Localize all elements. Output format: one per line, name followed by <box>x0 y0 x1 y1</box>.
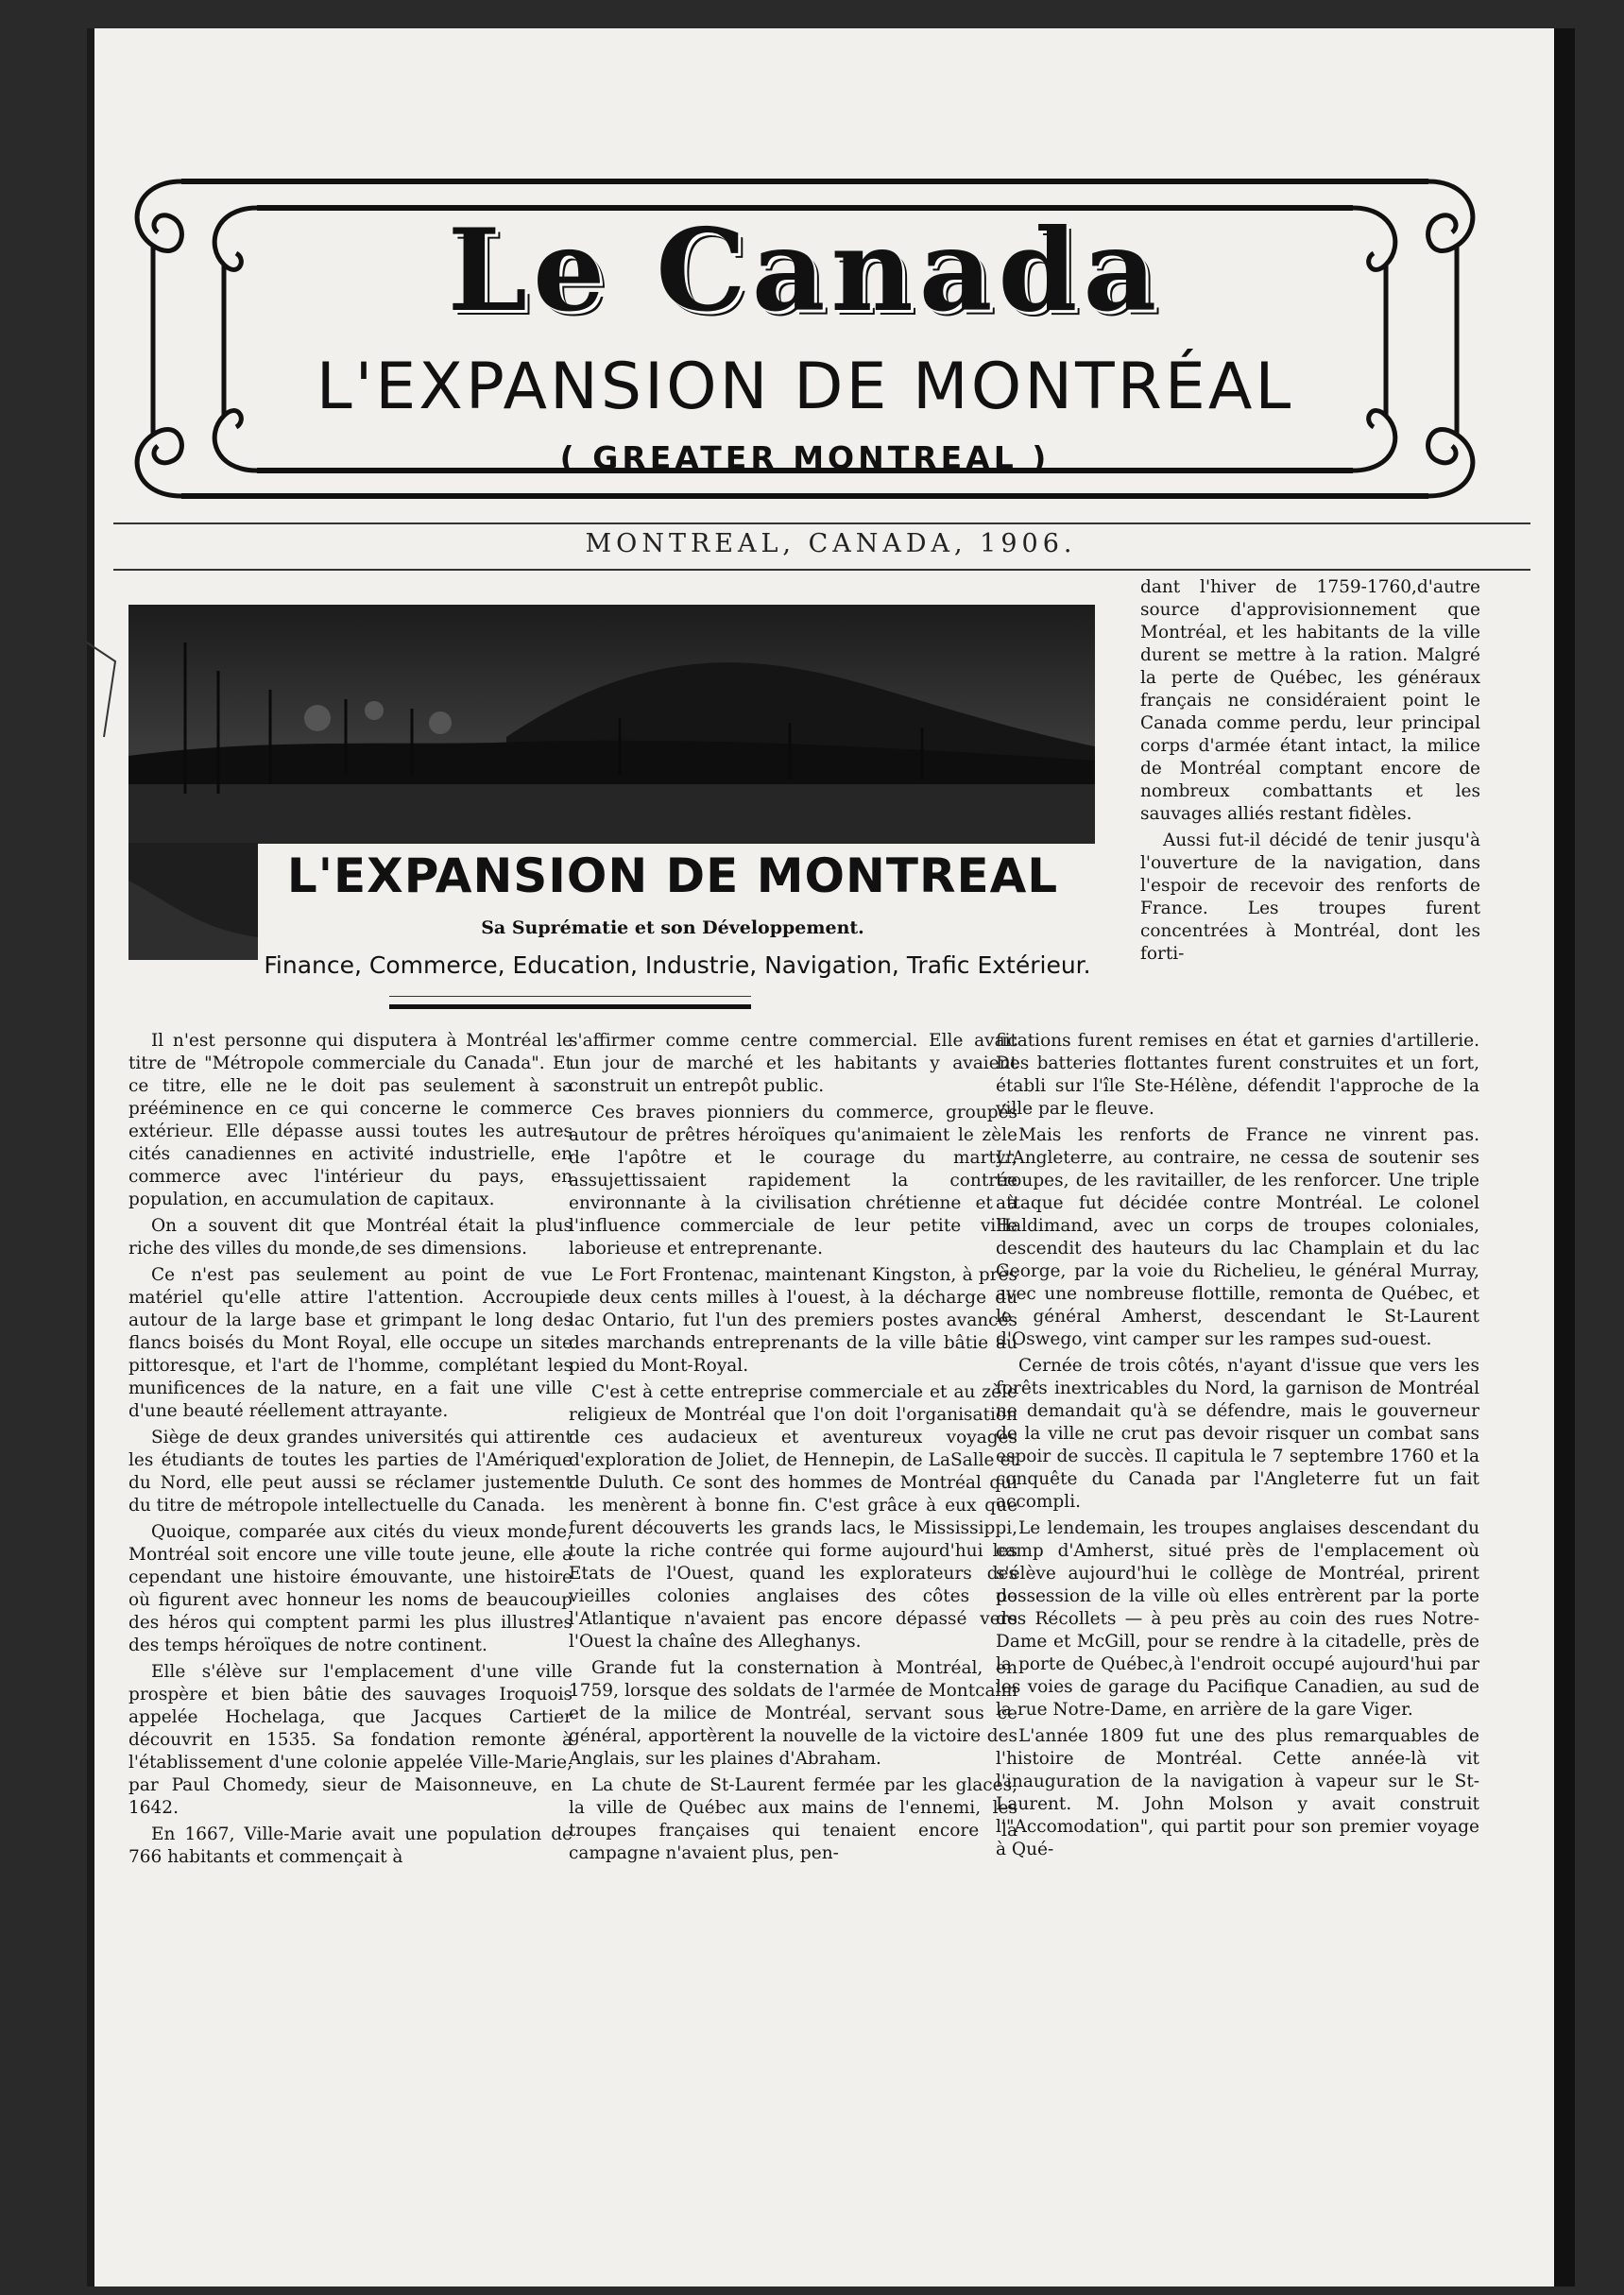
paragraph: Elle s'élève sur l'emplacement d'une ville prospère et bien bâtie des sauvages Iroquois appelée Hochelaga, que Jacques Cartier découvrit en 1535. Sa fondation remonte à l'établissement d'une colonie appelée Ville-Marie, par Paul Chomedy, sieur de Maisonneuve, en 1642. <box>128 1662 573 1818</box>
column-2 <box>569 1030 1017 1869</box>
masthead-subtitle-english: ( GREATER MONTREAL ) <box>559 439 1051 476</box>
paragraph: L'année 1809 fut une des plus remarquables de l'histoire de Montréal. Cette année-là vit l'inauguration de la navigation à vapeur sur le St-Laurent. M. John Molson y avait construit l'"Accomodation", qui partit pour son premier voyage à Qué- <box>996 1726 1479 1859</box>
divider <box>113 522 1530 524</box>
paragraph: Ce n'est pas seulement au point de vue matériel qu'elle attire l'attention. Accroupie autour de la large base et grimpant le long des flancs boisés du Mont Royal, elle occupe un site pittoresque, et l'art de l'homme, complétant les munificences de la nature, en a fait une ville d'une beauté réellement attrayante. <box>128 1265 573 1421</box>
article-headline: L'EXPANSION DE MONTREAL <box>286 848 1059 903</box>
masthead <box>125 170 1485 505</box>
article-subjects: Finance, Commerce, Education, Industrie, Navigation, Trafic Extérieur. <box>264 951 1091 979</box>
column-3 <box>996 1030 1479 1865</box>
column-1 <box>128 1030 573 1873</box>
paragraph: Ces braves pionniers du commerce, groupés autour de prêtres héroïques qu'animaient le zèle de l'apôtre et le courage du martyr, assujettissaient rapidement la contrée environnante à la civilisation chrétienne et à l'influence commerciale de leur petite ville laborieuse et entreprenante. <box>569 1103 1017 1259</box>
paragraph: Aussi fut-il décidé de tenir jusqu'à l'ouverture de la navigation, dans l'espoir de recevoir des renforts de France. Les troupes furent concentrées à Montréal, dont les forti- <box>1140 831 1480 964</box>
photo-image <box>128 605 1095 844</box>
newspaper-page <box>87 28 1575 2286</box>
column-4 <box>1140 576 1480 969</box>
paragraph: Quoique, comparée aux cités du vieux monde, Montréal soit encore une ville toute jeune, elle a cependant une histoire émouvante, une histoire où figurent avec honneur les noms de beaucoup des héros qui comptent parmi les plus illustres des temps héroïques de notre continent. <box>128 1522 573 1655</box>
page-edge <box>1554 28 1575 2286</box>
paragraph: s'affirmer comme centre commercial. Elle avait un jour de marché et les habitants y avaient construit un entrepôt public. <box>569 1031 1017 1096</box>
paragraph: On a souvent dit que Montréal était la plus riche des villes du monde,de ses dimensions. <box>128 1216 573 1259</box>
ornament-rule <box>389 1004 751 1009</box>
paragraph: La chute de St-Laurent fermée par les glaces, la ville de Québec aux mains de l'ennemi, les troupes françaises qui tenaient encore la campagne n'avaient plus, pen- <box>569 1775 1017 1863</box>
paragraph: Il n'est personne qui disputera à Montréal le titre de "Métropole commerciale du Canada". Et ce titre, elle ne le doit pas seulement à sa prééminence en ce qui concerne le commerce extérieur. Elle dépasse aussi toutes les autres cités canadiennes en activité industrielle, en commerce avec l'intérieur du pays, en population, en accumulation de capitaux. <box>128 1031 573 1209</box>
paragraph: Le lendemain, les troupes anglaises descendant du camp d'Amherst, situé près de l'emplacement où s'élève aujourd'hui le collège de Montréal, prirent possession de la ville où elles entrèrent par la porte des Récollets — à peu près au coin des rues Notre-Dame et McGill, pour se rendre à la citadelle, près de la porte de Québec,à l'endroit occupé aujourd'hui par les voies de garage du Pacifique Canadien, au sud de la rue Notre-Dame, en arrière de la gare Viger. <box>996 1518 1479 1720</box>
divider <box>113 569 1530 571</box>
dateline: MONTREAL, CANADA, 1906. <box>585 529 1077 558</box>
page-spine <box>87 28 94 2286</box>
paragraph: Siège de deux grandes universités qui attirent les étudiants de toutes les parties de l'Amérique du Nord, elle peut aussi se réclamer justement du titre de métropole intellectuelle du Canada. <box>128 1428 573 1516</box>
paragraph: Le Fort Frontenac, maintenant Kingston, à près de deux cents milles à l'ouest, à la décharge du lac Ontario, fut l'un des premiers postes avancés des marchands entreprenants de la ville bâtie au pied du Mont-Royal. <box>569 1265 1017 1376</box>
photo-corner <box>128 843 258 960</box>
masthead-title: Le Canada <box>447 204 1163 337</box>
paragraph: dant l'hiver de 1759-1760,d'autre source d'approvisionnement que Montréal, et les habitants de la ville durent se mettre à la ration. Malgré la perte de Québec, les généraux français ne considéraient point le Canada comme perdu, leur principal corps d'armée étant intact, la milice de Montréal comptant encore de nombreux combattants et les sauvages alliés restant fidèles. <box>1140 577 1480 824</box>
paragraph: fications furent remises en état et garnies d'artillerie. Des batteries flottantes furent construites et un fort, établi sur l'île Ste-Hélène, défendit l'approche de la ville par le fleuve. <box>996 1031 1479 1119</box>
harbour-photo <box>128 605 1095 844</box>
masthead-subtitle: L'EXPANSION DE MONTRÉAL <box>316 350 1294 424</box>
paragraph: En 1667, Ville-Marie avait une population de 766 habitants et commençait à <box>128 1824 573 1867</box>
article-subhead: Sa Suprématie et son Développement. <box>481 917 864 938</box>
paragraph: C'est à cette entreprise commerciale et au zèle religieux de Montréal que l'on doit l'organisation de ces audacieux et aventureux voyages d'exploration de Joliet, de Hennepin, de LaSalle et de Duluth. Ce sont des hommes de Montréal qui les menèrent à bonne fin. C'est grâce à eux que furent découverts les grands lacs, le Mississippi, toute la riche contrée qui forme aujourd'hui les Etats de l'Ouest, quand les explorateurs des vieilles colonies anglaises des côtes de l'Atlantique n'avaient pas encore dépassé vers l'Ouest la chaîne des Alleghanys. <box>569 1382 1017 1652</box>
paragraph: Cernée de trois côtés, n'ayant d'issue que vers les forêts inextricables du Nord, la garnison de Montréal ne demandait qu'à se défendre, mais le gouverneur de la ville ne crut pas devoir risquer un combat sans espoir de succès. Il capitula le 7 septembre 1760 et la conquête du Canada par l'Angleterre fut un fait accompli. <box>996 1356 1479 1512</box>
ornament-rule <box>389 996 751 997</box>
paragraph: Grande fut la consternation à Montréal, en 1759, lorsque des soldats de l'armée de Montcalm et de la milice de Montréal, servant sous ce général, apportèrent la nouvelle de la victoire des Anglais, sur les plaines d'Abraham. <box>569 1658 1017 1769</box>
paragraph: Mais les renforts de France ne vinrent pas. L'Angleterre, au contraire, ne cessa de soutenir ses troupes, de les ravitailler, de les renforcer. Une triple attaque fut décidée contre Montréal. Le colonel Haldimand, avec un corps de troupes coloniales, descendit des hauteurs du lac Champlain et du lac George, par la voie du Richelieu, le général Murray, avec une nombreuse flottille, remonta de Québec, et le général Amherst, descendant le St-Laurent d'Oswego, vint camper sur les rampes sud-ouest. <box>996 1125 1479 1349</box>
scan-artifact <box>87 633 125 746</box>
